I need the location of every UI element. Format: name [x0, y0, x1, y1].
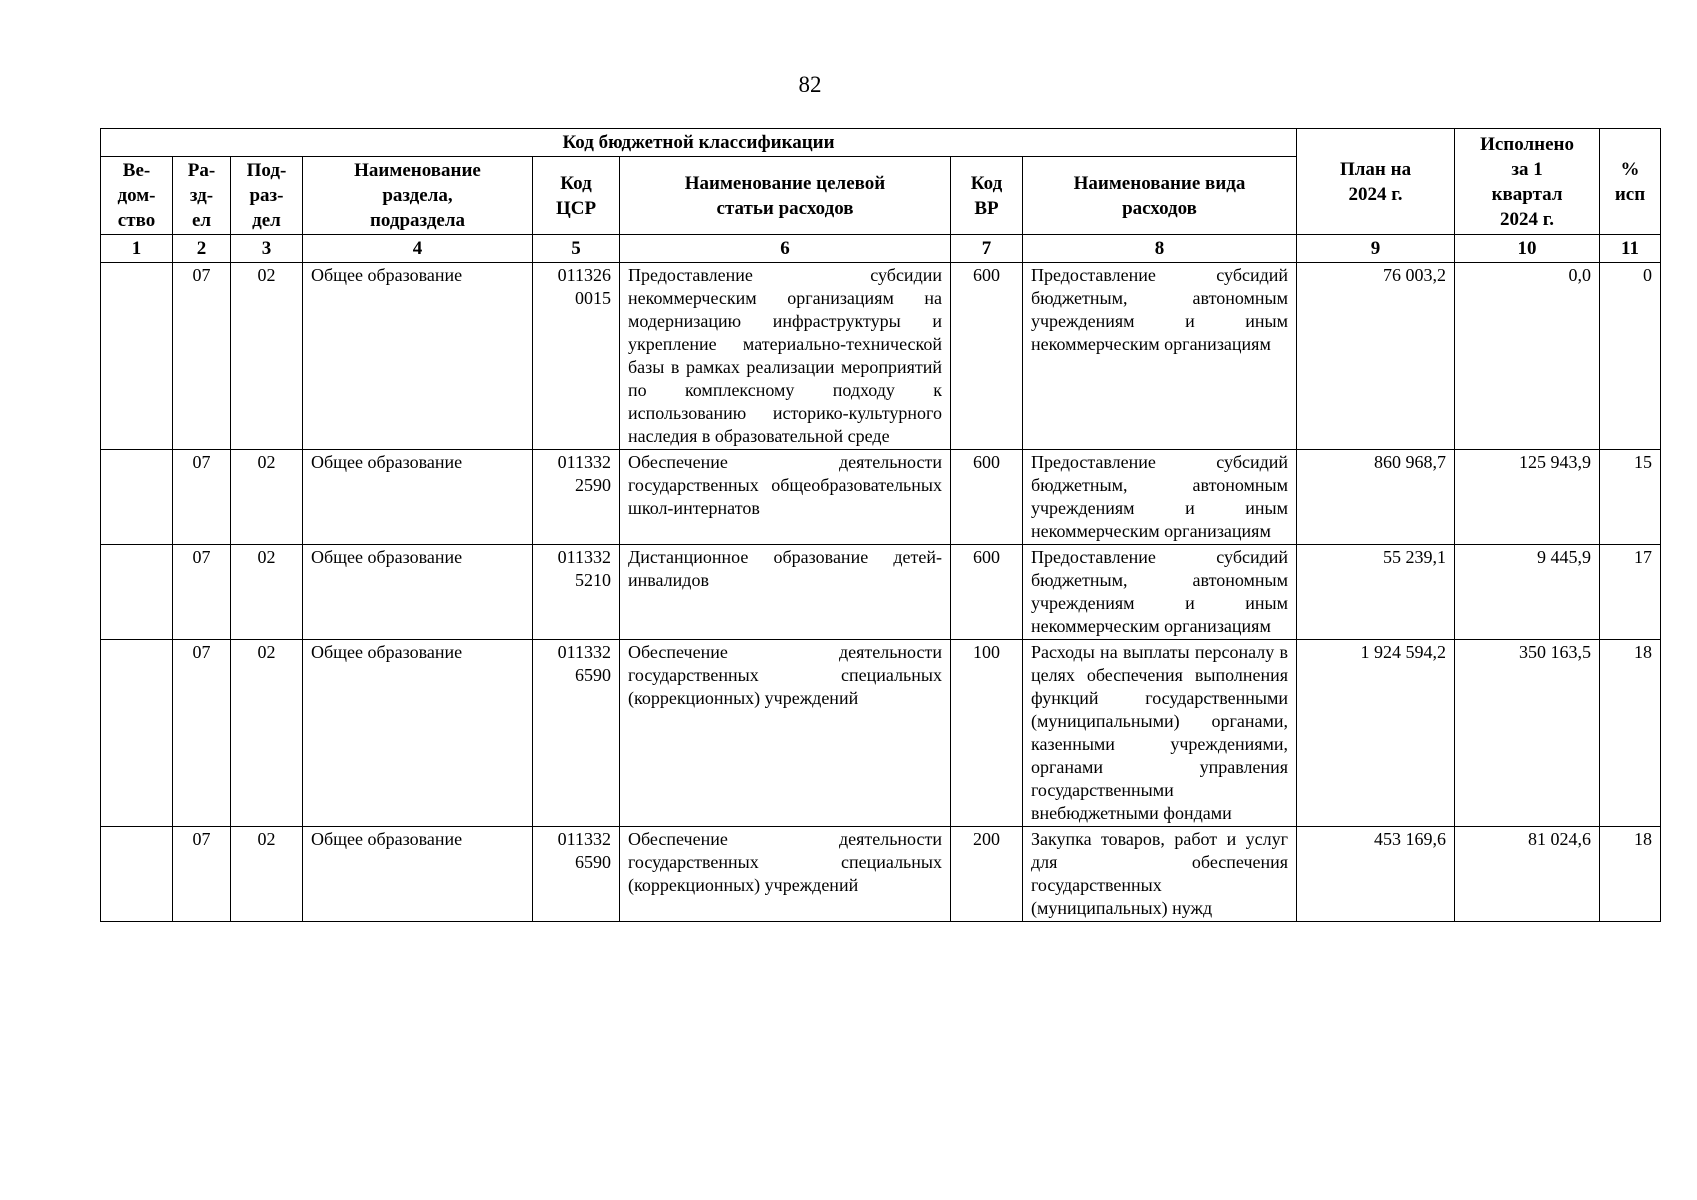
cell-executed: 9 445,9 [1455, 545, 1600, 640]
cell-percent: 18 [1600, 827, 1661, 922]
cell-razdel-name: Общее образование [303, 450, 533, 545]
cell-podrazdel: 02 [231, 263, 303, 450]
cell-razdel-name: Общее образование [303, 827, 533, 922]
cell-plan: 55 239,1 [1297, 545, 1455, 640]
cell-percent: 17 [1600, 545, 1661, 640]
cell-razdel-name: Общее образование [303, 263, 533, 450]
cell-percent: 18 [1600, 640, 1661, 827]
header-col-5: Код ЦСР [533, 157, 620, 235]
cell-podrazdel: 02 [231, 545, 303, 640]
cell-csr: 011332 2590 [533, 450, 620, 545]
header-col-8: Наименование вида расходов [1023, 157, 1297, 235]
cell-vr: 100 [951, 640, 1023, 827]
column-number: 2 [173, 235, 231, 263]
cell-razdel: 07 [173, 545, 231, 640]
cell-razdel: 07 [173, 640, 231, 827]
cell-plan: 76 003,2 [1297, 263, 1455, 450]
cell-podrazdel: 02 [231, 827, 303, 922]
budget-table [100, 128, 1661, 922]
header-col-2: Ра- зд- ел [173, 157, 231, 235]
cell-plan: 860 968,7 [1297, 450, 1455, 545]
cell-razdel: 07 [173, 827, 231, 922]
column-number: 8 [1023, 235, 1297, 263]
table-row [101, 827, 1661, 922]
cell-target-name: Обеспечение деятельности государственных специальных (коррекционных) учреждений [620, 640, 951, 827]
cell-vedomstvo [101, 450, 173, 545]
cell-target-name: Обеспечение деятельности государственных общеобразовательных школ-интернатов [620, 450, 951, 545]
cell-executed: 350 163,5 [1455, 640, 1600, 827]
cell-vr: 600 [951, 263, 1023, 450]
table-row [101, 545, 1661, 640]
cell-csr: 011332 5210 [533, 545, 620, 640]
column-number: 3 [231, 235, 303, 263]
header-col-4: Наименование раздела, подраздела [303, 157, 533, 235]
header-col-6: Наименование целевой статьи расходов [620, 157, 951, 235]
header-col-11: % исп [1600, 129, 1661, 235]
cell-plan: 1 924 594,2 [1297, 640, 1455, 827]
cell-podrazdel: 02 [231, 450, 303, 545]
cell-percent: 15 [1600, 450, 1661, 545]
cell-csr: 011332 6590 [533, 827, 620, 922]
cell-razdel-name: Общее образование [303, 640, 533, 827]
page-number: 82 [798, 72, 822, 97]
cell-vr-name: Предоставление субсидий бюджетным, автономным учреждениям и иным некоммерческим организациям [1023, 263, 1297, 450]
cell-razdel-name: Общее образование [303, 545, 533, 640]
cell-executed: 125 943,9 [1455, 450, 1600, 545]
column-number: 10 [1455, 235, 1600, 263]
cell-razdel: 07 [173, 450, 231, 545]
cell-percent: 0 [1600, 263, 1661, 450]
header-col-1: Ве- дом- ство [101, 157, 173, 235]
cell-target-name: Предоставление субсидии некоммерческим организациям на модернизацию инфраструктуры и укрепление материально-технической базы в рамках реализации мероприятий по комплексному подходу к использованию историко-культурного наследия в образовательной среде [620, 263, 951, 450]
cell-vr-name: Расходы на выплаты персоналу в целях обеспечения выполнения функций государственными (муниципальными) органами, казенными учреждениями, органами управления государственными внебюджетными фондами [1023, 640, 1297, 827]
cell-vr: 600 [951, 545, 1023, 640]
table-row [101, 263, 1661, 450]
cell-plan: 453 169,6 [1297, 827, 1455, 922]
cell-vedomstvo [101, 827, 173, 922]
cell-vedomstvo [101, 545, 173, 640]
cell-csr: 011326 0015 [533, 263, 620, 450]
header-col-3: Под- раз- дел [231, 157, 303, 235]
cell-vr-name: Предоставление субсидий бюджетным, автономным учреждениям и иным некоммерческим организациям [1023, 450, 1297, 545]
column-number: 9 [1297, 235, 1455, 263]
cell-podrazdel: 02 [231, 640, 303, 827]
cell-vr-name: Предоставление субсидий бюджетным, автономным учреждениям и иным некоммерческим организациям [1023, 545, 1297, 640]
header-number-row [101, 235, 1661, 263]
column-number: 7 [951, 235, 1023, 263]
header-col-10: Исполнено за 1 квартал 2024 г. [1455, 129, 1600, 235]
cell-target-name: Дистанционное образование детей-инвалидов [620, 545, 951, 640]
header-col-9: План на 2024 г. [1297, 129, 1455, 235]
cell-csr: 011332 6590 [533, 640, 620, 827]
cell-razdel: 07 [173, 263, 231, 450]
header-group-row [101, 129, 1661, 157]
cell-executed: 0,0 [1455, 263, 1600, 450]
cell-executed: 81 024,6 [1455, 827, 1600, 922]
cell-vedomstvo [101, 640, 173, 827]
column-number: 4 [303, 235, 533, 263]
header-col-7: Код ВР [951, 157, 1023, 235]
cell-vr: 600 [951, 450, 1023, 545]
column-number: 6 [620, 235, 951, 263]
header-budget-classification: Код бюджетной классификации [101, 129, 1297, 157]
column-number: 11 [1600, 235, 1661, 263]
cell-vr-name: Закупка товаров, работ и услуг для обеспечения государственных (муниципальных) нужд [1023, 827, 1297, 922]
table-row [101, 450, 1661, 545]
table-row [101, 640, 1661, 827]
cell-target-name: Обеспечение деятельности государственных специальных (коррекционных) учреждений [620, 827, 951, 922]
cell-vr: 200 [951, 827, 1023, 922]
cell-vedomstvo [101, 263, 173, 450]
column-number: 5 [533, 235, 620, 263]
column-number: 1 [101, 235, 173, 263]
